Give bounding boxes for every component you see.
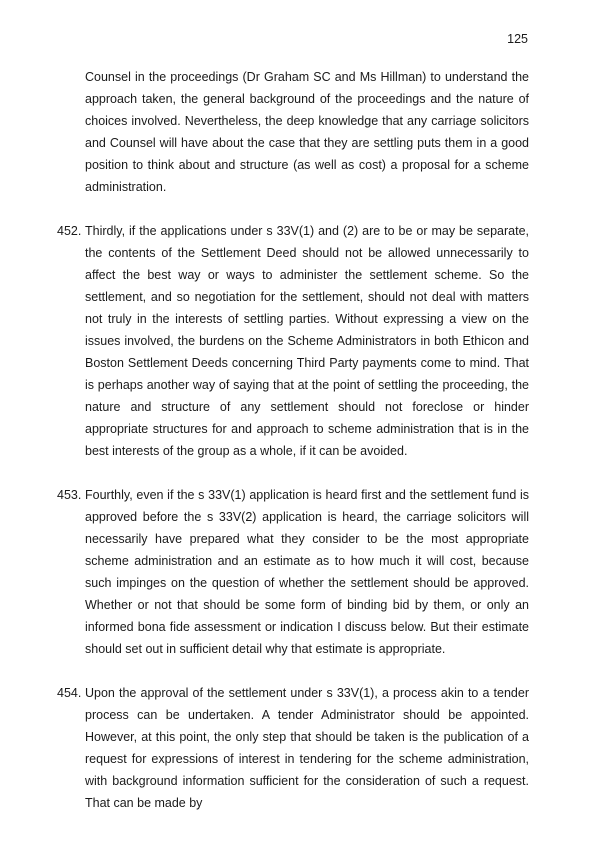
paragraph-454: [57, 682, 529, 814]
paragraph-text: Upon the approval of the settlement under s 33V(1), a process akin to a tender process can be undertaken. A tender Administrator should be appointed. However, at this point, the only step that should be taken is the publication of a request for expressions of interest in tendering for the scheme administration, with background information sufficient for the consideration of such a request. That can be made by: [85, 686, 529, 810]
paragraph-text: Thirdly, if the applications under s 33V(1) and (2) are to be or may be separate, the contents of the Settlement Deed should not be allowed unnecessarily to affect the best way or ways to administer the settlement scheme. So the settlement, and so negotiation for the settlement, should not deal with matters not truly in the interests of settling parties. Without expressing a view on the issues involved, the burdens on the Scheme Administrators in both Ethicon and Boston Settlement Deeds concerning Third Party payments come to mind. That is perhaps another way of saying that at the point of settling the proceeding, the nature and structure of any settlement should not foreclose or hinder appropriate structures for and approach to scheme administration that is in the best interests of the group as a whole, if it can be avoided.: [85, 224, 529, 458]
paragraph-number: 453.: [57, 488, 82, 502]
paragraph-text: Fourthly, even if the s 33V(1) application is heard first and the settlement fund is approved before the s 33V(2) application is heard, the carriage solicitors will necessarily have prepared what they consider to be the most appropriate scheme administration and an estimate as to how much it will cost, because such impinges on the question of whether the settlement should be approved. Whether or not that should be some form of binding bid by them, or only an informed bona fide assessment or indication I discuss below. But their estimate should set out in sufficient detail why that estimate is appropriate.: [85, 488, 529, 656]
page-number: 125: [507, 32, 528, 46]
paragraph-453: [57, 484, 529, 660]
paragraph-number: 454.: [57, 686, 82, 700]
continuation-paragraph: Counsel in the proceedings (Dr Graham SC and Ms Hillman) to understand the approach taken, the general background of the proceedings and the nature of choices involved. Nevertheless, the deep knowledge that any carriage solicitors and Counsel will have about the case that they are settling puts them in a good position to think about and structure (as well as cost) a proposal for a scheme administration.: [85, 70, 529, 194]
paragraph-number: 452.: [57, 224, 82, 238]
document-body: [57, 66, 529, 814]
paragraph-452: [57, 220, 529, 462]
